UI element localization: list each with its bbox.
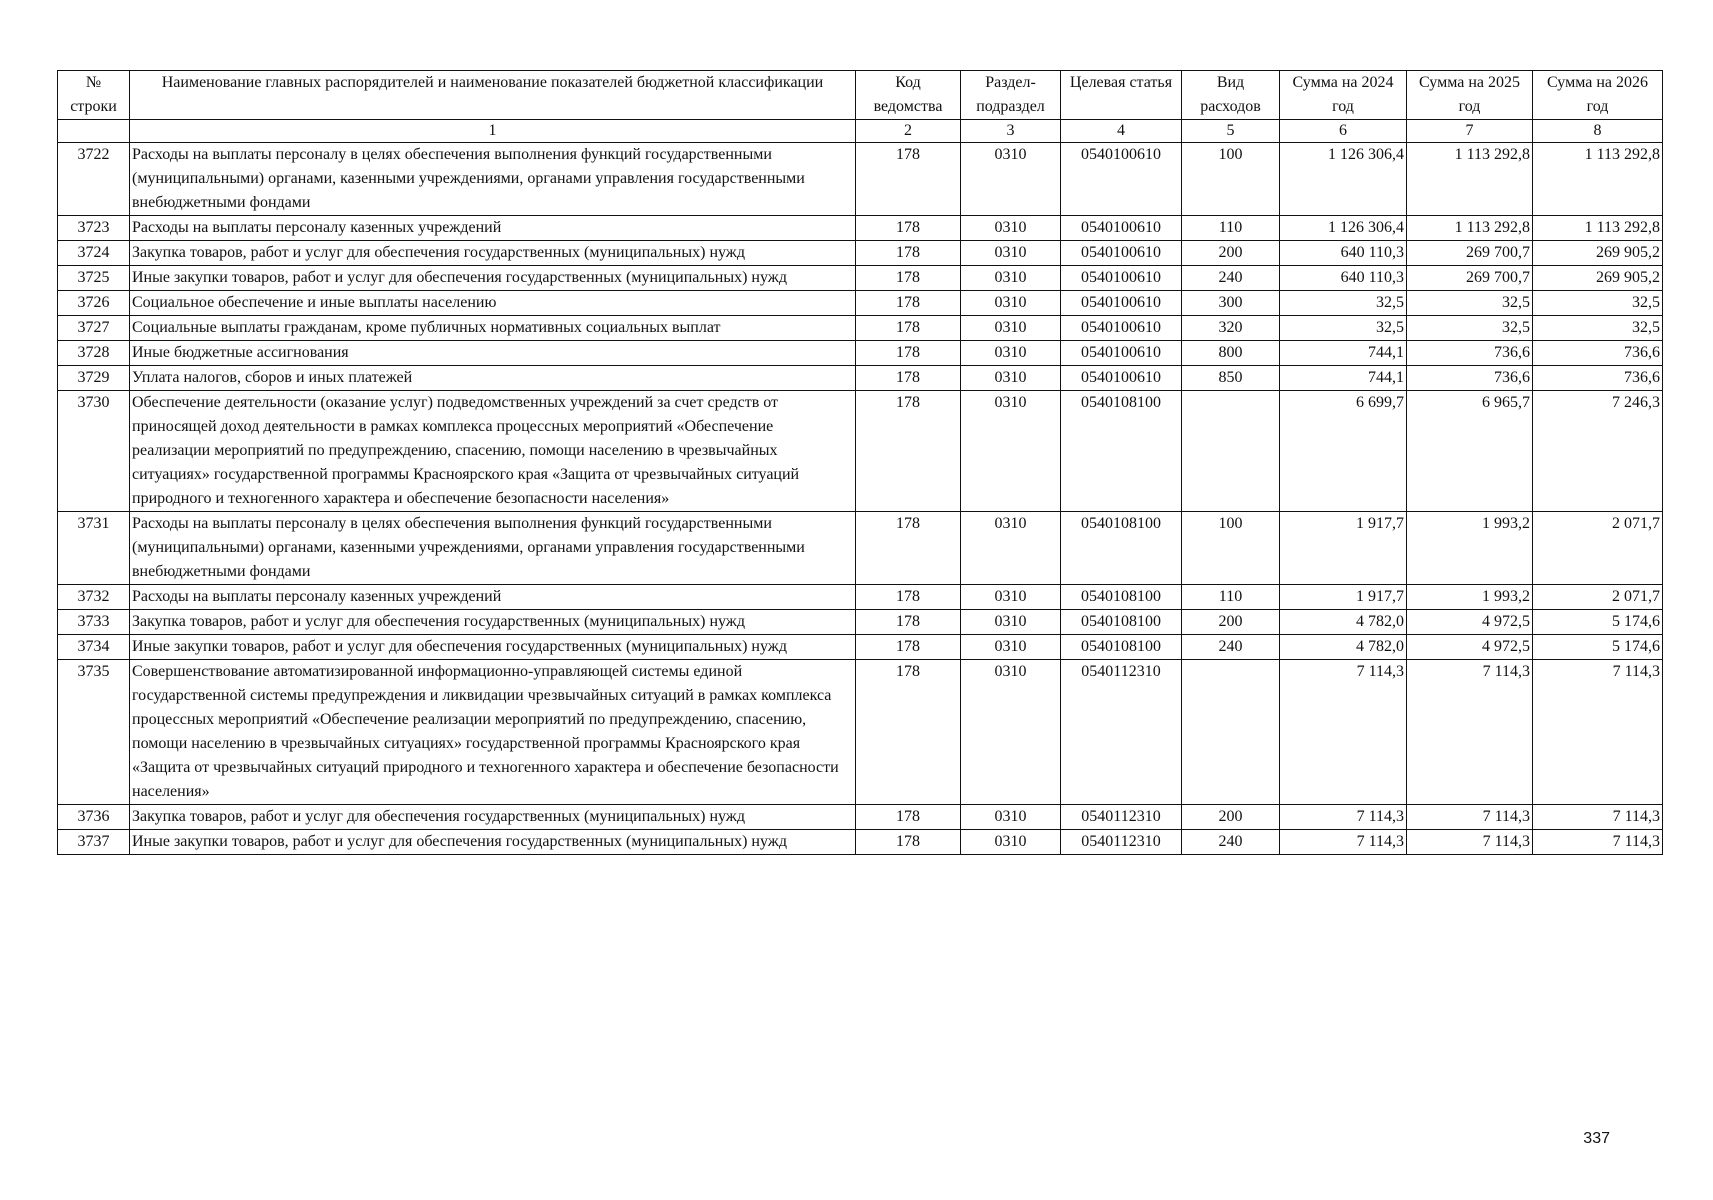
row-name: Расходы на выплаты персоналу в целях обеспечения выполнения функций государственными (муниципальными) органами, казенными учреждениями, органами управления государственными внебюджетными фондами: [130, 143, 856, 216]
row-target-code: 0540108100: [1061, 635, 1182, 660]
table-row: [58, 366, 1663, 391]
column-number-row: [58, 120, 1663, 143]
row-sum-2025: 7 114,3: [1407, 660, 1533, 805]
page-number: 337: [1583, 1130, 1610, 1147]
row-sum-2026: 7 246,3: [1533, 391, 1663, 512]
row-sum-2026: 736,6: [1533, 366, 1663, 391]
row-target-code: 0540108100: [1061, 512, 1182, 585]
row-name: Иные закупки товаров, работ и услуг для обеспечения государственных (муниципальных) нужд: [130, 830, 856, 855]
row-number: 3726: [58, 291, 130, 316]
row-target-code: 0540100610: [1061, 291, 1182, 316]
row-target-code: 0540100610: [1061, 316, 1182, 341]
row-expense-type: 240: [1182, 830, 1280, 855]
row-sum-2024: 7 114,3: [1280, 830, 1407, 855]
row-name: Закупка товаров, работ и услуг для обеспечения государственных (муниципальных) нужд: [130, 241, 856, 266]
column-number: 2: [856, 120, 961, 143]
row-sum-2024: 32,5: [1280, 316, 1407, 341]
row-dept-code: 178: [856, 391, 961, 512]
row-sum-2026: 32,5: [1533, 316, 1663, 341]
row-dept-code: 178: [856, 366, 961, 391]
table-row: [58, 291, 1663, 316]
row-section-code: 0310: [961, 512, 1061, 585]
table-row: [58, 143, 1663, 216]
row-sum-2024: 1 126 306,4: [1280, 216, 1407, 241]
row-target-code: 0540100610: [1061, 216, 1182, 241]
header-name: Наименование главных распорядителей и наименование показателей бюджетной классификации: [130, 71, 856, 120]
row-expense-type: 240: [1182, 635, 1280, 660]
row-number: 3737: [58, 830, 130, 855]
table-row: [58, 512, 1663, 585]
row-sum-2025: 736,6: [1407, 341, 1533, 366]
row-sum-2026: 269 905,2: [1533, 266, 1663, 291]
header-sum-2025: Сумма на 2025 год: [1407, 71, 1533, 120]
row-number: 3723: [58, 216, 130, 241]
row-section-code: 0310: [961, 366, 1061, 391]
row-dept-code: 178: [856, 585, 961, 610]
row-expense-type: 110: [1182, 216, 1280, 241]
table-row: [58, 830, 1663, 855]
row-section-code: 0310: [961, 316, 1061, 341]
row-sum-2024: 744,1: [1280, 366, 1407, 391]
row-section-code: 0310: [961, 635, 1061, 660]
row-name: Расходы на выплаты персоналу в целях обеспечения выполнения функций государственными (муниципальными) органами, казенными учреждениями, органами управления государственными внебюджетными фондами: [130, 512, 856, 585]
row-section-code: 0310: [961, 660, 1061, 805]
row-expense-type: 240: [1182, 266, 1280, 291]
row-number: 3729: [58, 366, 130, 391]
row-expense-type: 320: [1182, 316, 1280, 341]
row-number: 3722: [58, 143, 130, 216]
row-section-code: 0310: [961, 143, 1061, 216]
row-name: Иные закупки товаров, работ и услуг для обеспечения государственных (муниципальных) нужд: [130, 266, 856, 291]
row-sum-2024: 640 110,3: [1280, 266, 1407, 291]
row-section-code: 0310: [961, 805, 1061, 830]
row-expense-type: 110: [1182, 585, 1280, 610]
row-sum-2025: 1 113 292,8: [1407, 216, 1533, 241]
column-number: 6: [1280, 120, 1407, 143]
row-dept-code: 178: [856, 241, 961, 266]
row-number: 3733: [58, 610, 130, 635]
row-sum-2026: 2 071,7: [1533, 512, 1663, 585]
row-name: Иные закупки товаров, работ и услуг для обеспечения государственных (муниципальных) нужд: [130, 635, 856, 660]
row-expense-type: 800: [1182, 341, 1280, 366]
row-section-code: 0310: [961, 216, 1061, 241]
row-sum-2025: 1 993,2: [1407, 512, 1533, 585]
row-sum-2026: 736,6: [1533, 341, 1663, 366]
row-dept-code: 178: [856, 610, 961, 635]
row-sum-2024: 4 782,0: [1280, 635, 1407, 660]
table-row: [58, 610, 1663, 635]
row-dept-code: 178: [856, 341, 961, 366]
column-number: 5: [1182, 120, 1280, 143]
row-dept-code: 178: [856, 143, 961, 216]
row-sum-2024: 744,1: [1280, 341, 1407, 366]
row-section-code: 0310: [961, 266, 1061, 291]
row-section-code: 0310: [961, 241, 1061, 266]
row-sum-2026: 1 113 292,8: [1533, 216, 1663, 241]
row-sum-2025: 32,5: [1407, 291, 1533, 316]
budget-table: [57, 70, 1663, 855]
row-sum-2024: 640 110,3: [1280, 241, 1407, 266]
header-sum-2024: Сумма на 2024 год: [1280, 71, 1407, 120]
column-number: 8: [1533, 120, 1663, 143]
row-expense-type: [1182, 391, 1280, 512]
row-dept-code: 178: [856, 805, 961, 830]
row-target-code: 0540100610: [1061, 341, 1182, 366]
row-dept-code: 178: [856, 266, 961, 291]
row-name: Социальные выплаты гражданам, кроме публичных нормативных социальных выплат: [130, 316, 856, 341]
row-number: 3734: [58, 635, 130, 660]
row-sum-2025: 736,6: [1407, 366, 1533, 391]
row-dept-code: 178: [856, 660, 961, 805]
row-sum-2025: 32,5: [1407, 316, 1533, 341]
row-dept-code: 178: [856, 830, 961, 855]
row-sum-2026: 32,5: [1533, 291, 1663, 316]
row-sum-2026: 5 174,6: [1533, 635, 1663, 660]
row-name: Совершенствование автоматизированной информационно-управляющей системы единой государственной системы предупреждения и ликвидации чрезвычайных ситуаций в рамках комплекса процессных мероприятий «Обеспечение реализации мероприятий по предупреждению, спасению, помощи населению в чрезвычайных ситуациях» государственной программы Красноярского края «Защита от чрезвычайных ситуаций природного и техногенного характера и обеспечение безопасности населения»: [130, 660, 856, 805]
row-target-code: 0540100610: [1061, 241, 1182, 266]
table-body: [58, 143, 1663, 855]
row-sum-2024: 4 782,0: [1280, 610, 1407, 635]
row-number: 3735: [58, 660, 130, 805]
row-sum-2025: 6 965,7: [1407, 391, 1533, 512]
row-sum-2026: 7 114,3: [1533, 660, 1663, 805]
row-expense-type: 300: [1182, 291, 1280, 316]
row-number: 3736: [58, 805, 130, 830]
row-name: Обеспечение деятельности (оказание услуг) подведомственных учреждений за счет средств от приносящей доход деятельности в рамках комплекса процессных мероприятий «Обеспечение реализации мероприятий по предупреждению, спасению, помощи населению в чрезвычайных ситуациях» государственной программы Красноярского края «Защита от чрезвычайных ситуаций природного и техногенного характера и обеспечение безопасности населения»: [130, 391, 856, 512]
column-number: [58, 120, 130, 143]
row-name: Закупка товаров, работ и услуг для обеспечения государственных (муниципальных) нужд: [130, 610, 856, 635]
row-number: 3732: [58, 585, 130, 610]
row-target-code: 0540100610: [1061, 143, 1182, 216]
table-row: [58, 391, 1663, 512]
row-number: 3724: [58, 241, 130, 266]
table-row: [58, 241, 1663, 266]
row-name: Иные бюджетные ассигнования: [130, 341, 856, 366]
row-target-code: 0540108100: [1061, 610, 1182, 635]
table-row: [58, 216, 1663, 241]
row-sum-2025: 1 113 292,8: [1407, 143, 1533, 216]
header-row: [58, 71, 1663, 120]
row-sum-2024: 1 126 306,4: [1280, 143, 1407, 216]
row-target-code: 0540108100: [1061, 391, 1182, 512]
row-target-code: 0540112310: [1061, 805, 1182, 830]
row-sum-2026: 2 071,7: [1533, 585, 1663, 610]
row-sum-2024: 1 917,7: [1280, 585, 1407, 610]
row-target-code: 0540100610: [1061, 266, 1182, 291]
row-dept-code: 178: [856, 635, 961, 660]
header-row-no: № строки: [58, 71, 130, 120]
row-dept-code: 178: [856, 316, 961, 341]
header-target: Целевая статья: [1061, 71, 1182, 120]
header-section: Раздел-подраздел: [961, 71, 1061, 120]
table-row: [58, 805, 1663, 830]
row-sum-2026: 1 113 292,8: [1533, 143, 1663, 216]
row-sum-2025: 7 114,3: [1407, 805, 1533, 830]
table-row: [58, 316, 1663, 341]
row-section-code: 0310: [961, 585, 1061, 610]
row-sum-2026: 7 114,3: [1533, 830, 1663, 855]
row-sum-2025: 7 114,3: [1407, 830, 1533, 855]
row-section-code: 0310: [961, 391, 1061, 512]
row-name: Уплата налогов, сборов и иных платежей: [130, 366, 856, 391]
table-row: [58, 585, 1663, 610]
row-sum-2025: 4 972,5: [1407, 635, 1533, 660]
row-sum-2024: 7 114,3: [1280, 805, 1407, 830]
row-target-code: 0540100610: [1061, 366, 1182, 391]
column-number: 3: [961, 120, 1061, 143]
row-number: 3725: [58, 266, 130, 291]
row-sum-2025: 269 700,7: [1407, 241, 1533, 266]
row-number: 3731: [58, 512, 130, 585]
header-exp-type: Вид расходов: [1182, 71, 1280, 120]
table-row: [58, 341, 1663, 366]
row-section-code: 0310: [961, 341, 1061, 366]
row-sum-2026: 269 905,2: [1533, 241, 1663, 266]
header-sum-2026: Сумма на 2026 год: [1533, 71, 1663, 120]
row-section-code: 0310: [961, 830, 1061, 855]
row-sum-2024: 32,5: [1280, 291, 1407, 316]
row-expense-type: 200: [1182, 805, 1280, 830]
row-section-code: 0310: [961, 610, 1061, 635]
row-sum-2025: 269 700,7: [1407, 266, 1533, 291]
table-row: [58, 635, 1663, 660]
row-number: 3728: [58, 341, 130, 366]
row-expense-type: 200: [1182, 610, 1280, 635]
row-target-code: 0540112310: [1061, 830, 1182, 855]
table-row: [58, 660, 1663, 805]
row-name: Расходы на выплаты персоналу казенных учреждений: [130, 585, 856, 610]
row-target-code: 0540112310: [1061, 660, 1182, 805]
row-dept-code: 178: [856, 291, 961, 316]
row-expense-type: 200: [1182, 241, 1280, 266]
row-name: Социальное обеспечение и иные выплаты населению: [130, 291, 856, 316]
row-sum-2024: 6 699,7: [1280, 391, 1407, 512]
row-name: Закупка товаров, работ и услуг для обеспечения государственных (муниципальных) нужд: [130, 805, 856, 830]
column-number: 4: [1061, 120, 1182, 143]
row-dept-code: 178: [856, 216, 961, 241]
row-expense-type: 850: [1182, 366, 1280, 391]
row-number: 3730: [58, 391, 130, 512]
row-section-code: 0310: [961, 291, 1061, 316]
table-row: [58, 266, 1663, 291]
row-sum-2026: 7 114,3: [1533, 805, 1663, 830]
column-number: 7: [1407, 120, 1533, 143]
row-target-code: 0540108100: [1061, 585, 1182, 610]
row-sum-2024: 7 114,3: [1280, 660, 1407, 805]
row-dept-code: 178: [856, 512, 961, 585]
row-expense-type: 100: [1182, 512, 1280, 585]
row-sum-2026: 5 174,6: [1533, 610, 1663, 635]
row-expense-type: 100: [1182, 143, 1280, 216]
row-sum-2024: 1 917,7: [1280, 512, 1407, 585]
row-name: Расходы на выплаты персоналу казенных учреждений: [130, 216, 856, 241]
row-sum-2025: 1 993,2: [1407, 585, 1533, 610]
column-number: 1: [130, 120, 856, 143]
row-expense-type: [1182, 660, 1280, 805]
row-number: 3727: [58, 316, 130, 341]
row-sum-2025: 4 972,5: [1407, 610, 1533, 635]
header-dept: Код ведомства: [856, 71, 961, 120]
